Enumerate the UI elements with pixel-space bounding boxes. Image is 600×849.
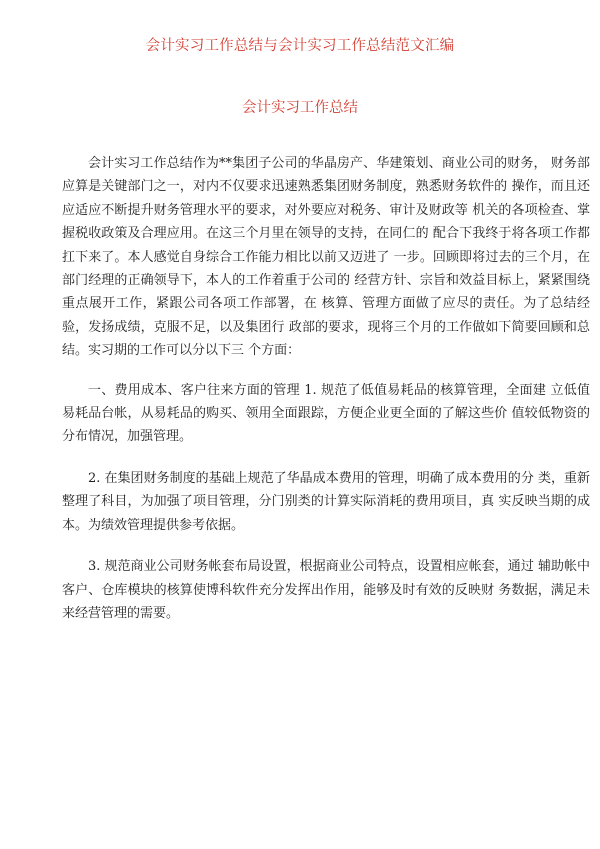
paragraph-item-1: 一、费用成本、客户往来方面的管理 1. 规范了低值易耗品的核算管理，全面建 立低值易耗品台帐，从易耗品的购买、领用全面跟踪，方便企业更全面的了解这些价 值较低物资的分布情况，加强管理。 [62,382,590,445]
paragraph-item-3: 3. 规范商业公司财务帐套布局设置，根据商业公司特点，设置相应帐套，通过 辅助帐中客户、仓库模块的核算使博科软件充分发挥出作用，能够及时有效的反映财 务数据，满足未来经营管理的需要。 [62,559,590,621]
document-title: 会计实习工作总结与会计实习工作总结范文汇编 [145,38,455,54]
document-body [62,152,590,643]
paragraph-item-2: 2. 在集团财务制度的基础上规范了华晶成本费用的管理，明确了成本费用的分 类，重新整理了科目，为加强了项目管理，分门别类的计算实际消耗的费用项目，真 实反映当期的成本。为绩效管理提供参考依据。 [62,470,590,533]
section-title: 会计实习工作总结 [242,100,358,116]
paragraph-intro: 会计实习工作总结作为**集团子公司的华晶房产、华建策划、商业公司的财务， 财务部应算是关键部门之一，对内不仅要求迅速熟悉集团财务制度，熟悉财务软件的 操作，而且还应适应不断提升财务管理水平的要求，对外要应对税务、审计及财政等 机关的各项检查、掌握税收政策及合理应用。在这三个月里在领导的支持，在同仁的 配合下我终于将各项工作都扛下来了。本人感觉自身综合工作能力相比以前又迈进了 一步。回顾即将过去的三个月，在部门经理的正确领导下，本人的工作着重于公司的 经营方针、宗旨和效益目标上，紧紧围绕重点展开工作，紧跟公司各项工作部署，在 核算、管理方面做了应尽的责任。为了总结经验，发扬成绩，克服不足，以及集团行 政部的要求，现将三个月的工作做如下简要回顾和总结。实习期的工作可以分以下三 个方面： [62,156,590,359]
